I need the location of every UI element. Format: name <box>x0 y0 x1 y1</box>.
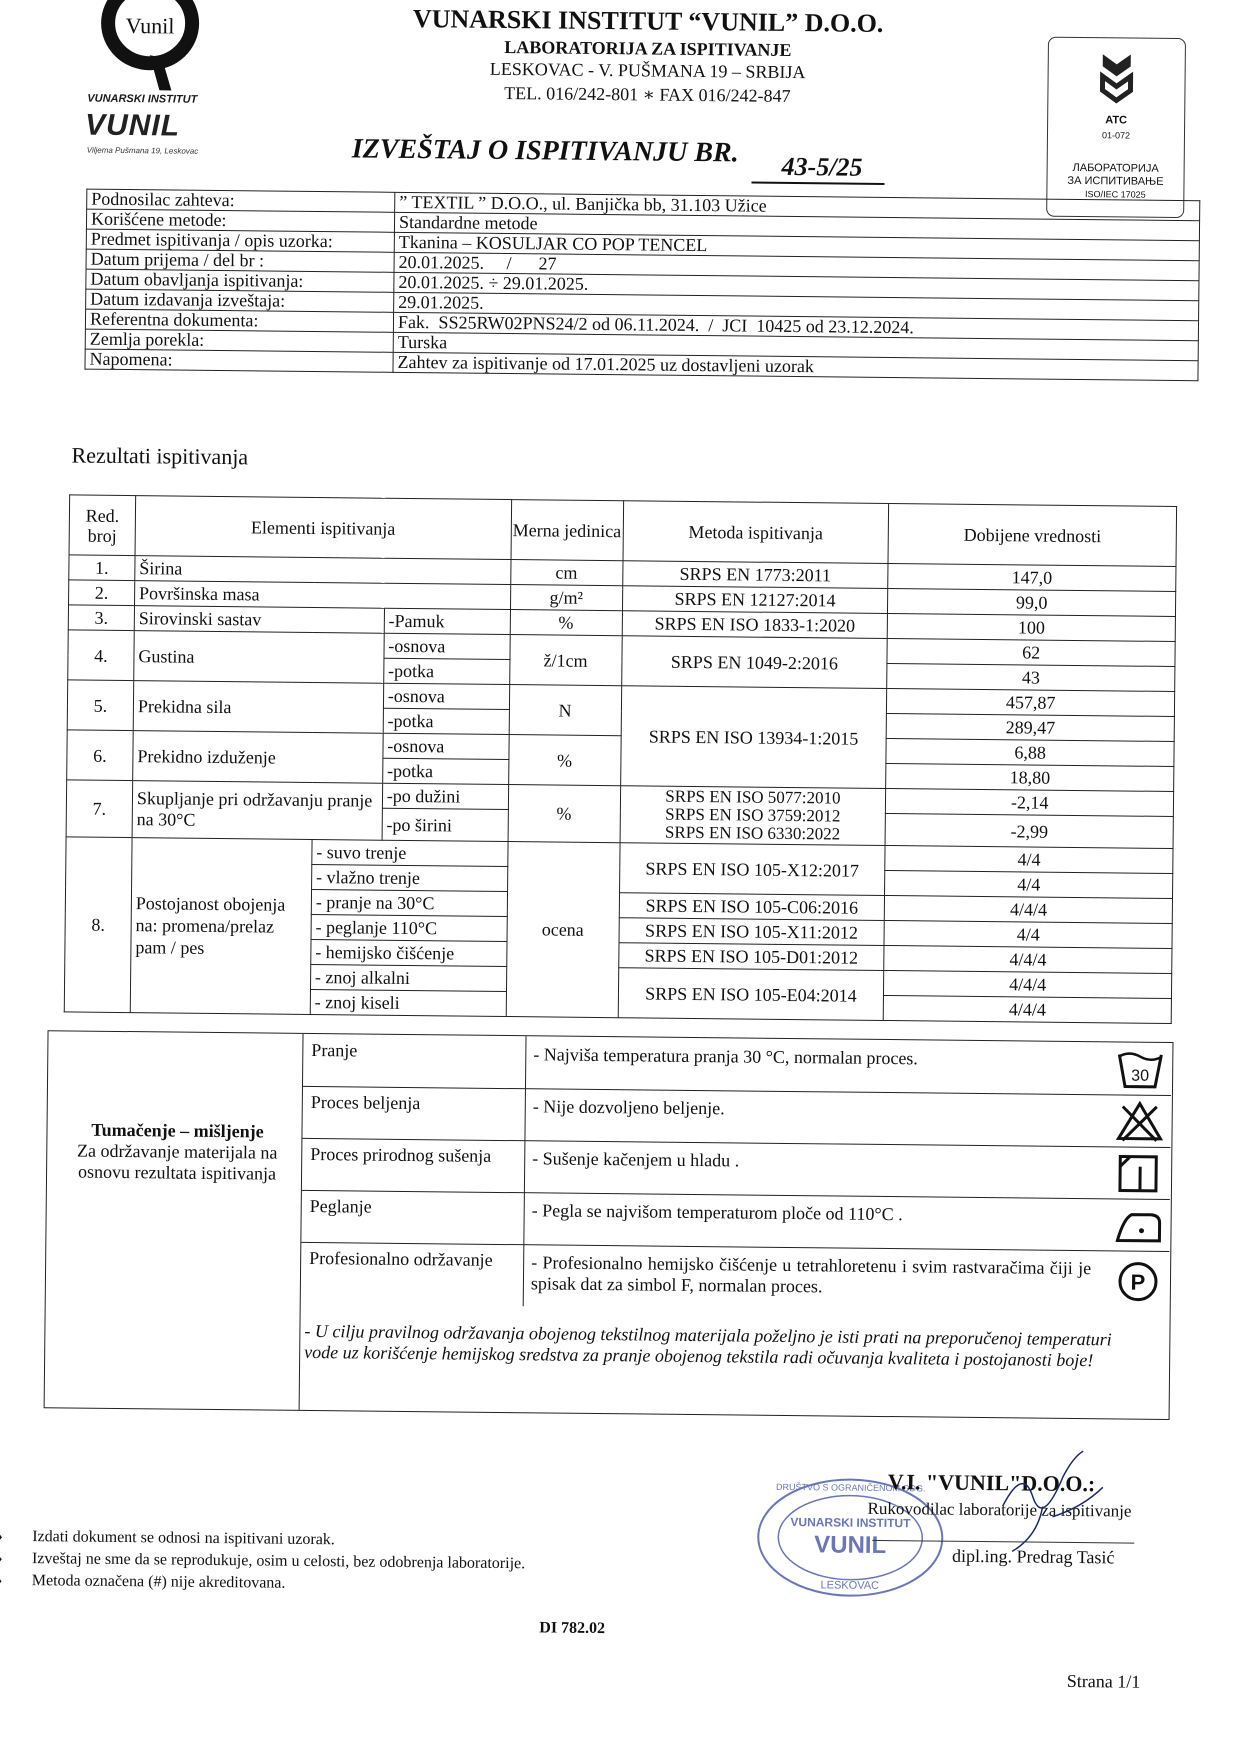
table-cell: SRPS EN 1773:2011 <box>622 561 888 589</box>
care-row-drying: Proces prirodnog sušenja - Sušenje kačenjem u hladu . <box>302 1138 1171 1200</box>
table-cell: Korišćene metode: <box>86 209 394 232</box>
table-cell: Datum izdavanja izveštaja: <box>86 289 394 312</box>
table-cell: 1. <box>69 555 135 581</box>
table-cell: 4/4/4 <box>885 895 1173 923</box>
footer-notes <box>0 1526 526 1598</box>
table-cell: Fak. SS25RW02PNS24/2 od 06.11.2024. / JCI 10425 od 23.12.2024. <box>393 312 1198 340</box>
table-cell: SRPS EN ISO 1833-1:2020 <box>622 611 888 639</box>
table-cell: -Pamuk <box>384 608 510 634</box>
results-table <box>64 494 1177 1024</box>
vunil-logo-icon <box>87 0 218 91</box>
signature-name: dipl.ing. Predrag Tasić <box>952 1545 1115 1568</box>
accreditation-badge <box>1046 37 1186 218</box>
table-cell: -potka <box>383 708 509 734</box>
table-cell: % <box>510 610 622 636</box>
signature-role: Rukovodilac laboratorije za ispitivanje <box>867 1498 1132 1521</box>
shrinkage-methods: SRPS EN ISO 5077:2010 SRPS EN ISO 3759:2012 SRPS EN ISO 6330:2022 <box>620 786 886 846</box>
institute-title: VUNARSKI INSTITUT “VUNIL” D.O.O. <box>412 3 884 38</box>
line-dry-shade-icon <box>1114 1152 1164 1195</box>
table-cell: -po širini <box>382 808 508 841</box>
table-cell: Tkanina – KOSULJAR CO POP TENCEL <box>394 232 1199 260</box>
table-cell: ” TEXTIL ” D.O.O., ul. Banjička bb, 31.103 Užice <box>395 192 1200 220</box>
atc-name: ATC <box>1105 114 1128 127</box>
table-cell: g/m² <box>510 585 622 611</box>
table-cell: 8. <box>64 837 132 1013</box>
report-title: IZVEŠTAJ O ISPITIVANJU BR. <box>351 133 739 169</box>
logo-subtitle: VUNARSKI INSTITUT <box>87 92 198 106</box>
list-item: ♦ Metoda označena (#) nije akreditovana. <box>0 1570 525 1598</box>
table-cell: -2,99 <box>885 813 1173 848</box>
document-code: DI 782.02 <box>539 1619 606 1638</box>
table-cell: - znoj kiseli <box>310 989 506 1016</box>
results-heading: Rezultati ispitivanja <box>71 442 249 470</box>
table-cell: 4/4/4 <box>884 995 1172 1023</box>
page-number: Strana 1/1 <box>1066 1670 1141 1692</box>
table-cell: - znoj alkalni <box>310 964 506 991</box>
table-cell: Prekidna sila <box>133 681 383 734</box>
professional-p-icon <box>1113 1260 1163 1303</box>
table-cell: N <box>509 685 621 736</box>
table-cell: -potka <box>382 758 508 784</box>
header-element: Elementi ispitivanja <box>135 496 511 560</box>
header-method: Metoda ispitivanja <box>623 501 889 564</box>
table-cell: 62 <box>887 639 1175 667</box>
table-cell: 6,88 <box>886 738 1174 766</box>
wash-30-icon <box>1115 1048 1165 1091</box>
table-cell: Postojanost obojenja na: promena/prelaz pam / pes <box>130 838 312 1015</box>
list-item: ♦ Izveštaj ne sme da se reprodukuje, osim u celosti, bez odobrenja laboratorije. <box>0 1548 525 1576</box>
table-cell: Napomena: <box>85 349 393 372</box>
header-value: Dobijene vrednosti <box>888 504 1176 567</box>
interpretation-note: - U cilju pravilnog održavanja obojenog tekstilnog materijala poželjno je isti prati na preporučenoj temperaturi vode uz korišćenje hemijskog sredstva za pranje obojenog tekstila radi očuvanja kvaliteta i postojanosti boje! <box>304 1320 1112 1371</box>
table-cell: -2,14 <box>886 788 1174 816</box>
care-row-bleach: Proces beljenja - Nije dozvoljeno beljenje. <box>302 1086 1171 1148</box>
table-cell: Širina <box>135 556 511 585</box>
table-cell: Sirovinski sastav <box>134 606 384 634</box>
table-cell: Podnosilac zahteva: <box>87 189 395 212</box>
care-row-washing: Pranje - Najviša temperatura pranja 30 °C, normalan proces. 30 <box>303 1034 1172 1096</box>
lab-title: LABORATORIJA ZA ISPITIVANJE <box>504 36 792 60</box>
table-cell: Standardne metode <box>394 212 1199 240</box>
report-number: 43-5/25 <box>751 152 884 185</box>
svg-text:30: 30 <box>1131 1067 1150 1085</box>
table-cell: % <box>508 785 620 843</box>
table-cell: Gustina <box>134 631 384 684</box>
table-cell: 147,0 <box>888 564 1176 592</box>
table-cell: SRPS EN ISO 105-D01:2012 <box>618 943 884 971</box>
table-cell: SRPS EN ISO 13934-1:2015 <box>620 686 887 789</box>
svg-text:VUNIL: VUNIL <box>814 1531 887 1560</box>
table-cell: 4/4 <box>885 870 1173 898</box>
table-cell: 457,87 <box>887 688 1175 716</box>
svg-text:P: P <box>1130 1269 1146 1295</box>
institute-phone: TEL. 016/242-801 ∗ FAX 016/242-847 <box>504 82 791 106</box>
table-cell: - suvo trenje <box>312 839 508 866</box>
header-no: Red. broj <box>69 495 136 556</box>
table-cell: Referentna dokumenta: <box>85 309 393 332</box>
atc-code: 01-072 <box>1101 130 1131 141</box>
header-unit: Merna jedinica <box>511 500 624 561</box>
table-cell: -osnova <box>383 683 509 709</box>
table-cell: 99,0 <box>888 589 1176 617</box>
handwritten-signature-icon <box>992 1446 1113 1557</box>
table-cell: 4/4 <box>885 845 1173 873</box>
table-cell: 20.01.2025. ÷ 29.01.2025. <box>394 272 1199 300</box>
table-cell: ž/1cm <box>509 635 621 686</box>
table-cell: 2. <box>69 580 135 606</box>
table-cell: 29.01.2025. <box>394 292 1199 320</box>
table-cell: 18,80 <box>886 763 1174 791</box>
no-bleach-icon <box>1114 1100 1164 1143</box>
logo-address: Viljema Pušmana 19, Leskovac <box>86 145 199 156</box>
svg-text:LESKOVAC: LESKOVAC <box>820 1579 880 1592</box>
atc-logo-icon <box>1092 50 1141 110</box>
table-cell: SRPS EN ISO 105-C06:2016 <box>619 893 885 921</box>
table-cell: SRPS EN ISO 105-X12:2017 <box>619 843 885 896</box>
table-cell: -po dužini <box>382 783 508 809</box>
table-cell: SRPS EN ISO 105-E04:2014 <box>618 968 884 1021</box>
table-cell: 289,47 <box>886 713 1174 741</box>
table-cell: Površinska masa <box>134 581 510 610</box>
table-cell: 4/4/4 <box>884 945 1172 973</box>
table-cell: Turska <box>393 332 1198 360</box>
interpretation-label: Tumačenje – mišljenje Za održavanje materijala na osnovu rezultata ispitivanja <box>45 1031 304 1410</box>
table-cell: -osnova <box>384 633 510 659</box>
logo-wordmark: VUNIL <box>84 108 181 143</box>
table-cell: 3. <box>68 605 134 631</box>
signature-company: V.I. "VUNIL"D.O.O.: <box>887 1469 1096 1497</box>
table-cell: - pranje na 30°C <box>311 889 507 916</box>
table-cell: ocena <box>506 842 620 1018</box>
table-cell: SRPS EN 12127:2014 <box>622 586 888 614</box>
table-cell: 20.01.2025. / 27 <box>394 252 1199 280</box>
table-cell: 43 <box>887 664 1175 692</box>
table-cell: Predmet ispitivanja / opis uzorka: <box>86 229 394 252</box>
table-cell: cm <box>510 560 622 586</box>
table-cell: 100 <box>888 614 1176 642</box>
table-cell: - vlažno trenje <box>311 864 507 891</box>
table-cell: - hemijsko čišćenje <box>311 939 507 966</box>
table-cell: 6. <box>67 730 133 781</box>
iron-low-icon <box>1113 1204 1163 1247</box>
table-cell: -osnova <box>383 733 509 759</box>
atc-text: ЛАБОРАТОРИЈА ЗА ИСПИТИВАЊЕ ISO/IEC 17025 <box>1067 161 1164 200</box>
request-info-table <box>84 189 1200 382</box>
table-cell: Zemlja porekla: <box>85 329 393 352</box>
table-cell: Skupljanje pri održavanju pranje na 30°C <box>132 781 382 841</box>
table-cell: Prekidno izduženje <box>133 731 383 784</box>
institute-address: LESKOVAC - V. PUŠMANA 19 – SRBIJA <box>489 58 806 83</box>
table-cell: SRPS EN 1049-2:2016 <box>621 636 887 689</box>
table-cell: 4/4/4 <box>884 970 1172 998</box>
svg-text:Vunil: Vunil <box>125 12 175 39</box>
table-cell: 7. <box>66 780 133 838</box>
table-cell: Datum obavljanja ispitivanja: <box>86 269 394 292</box>
table-cell: - peglanje 110°C <box>311 914 507 941</box>
care-row-ironing: Peglanje - Pegla se najvišom temperaturom ploče od 110°C . <box>301 1190 1170 1252</box>
table-cell: 4. <box>68 630 134 681</box>
table-cell: % <box>508 735 620 786</box>
table-cell: Zahtev za ispitivanje od 17.01.2025 uz dostavljeni uzorak <box>393 352 1198 380</box>
svg-text:DRUŠTVO S OGRANIČENOM ODG.: DRUŠTVO S OGRANIČENOM ODG. <box>776 1481 926 1494</box>
table-cell: 4/4 <box>884 920 1172 948</box>
svg-text:VUNARSKI INSTITUT: VUNARSKI INSTITUT <box>790 1515 911 1531</box>
care-row-professional: Profesionalno održavanje - Profesionalno hemijsko čišćenje u tetrahloretenu i svim rastvaračima čiji je spisak dat za simbol F, normalan proces. P <box>301 1242 1170 1313</box>
list-item: ♦ Izdati dokument se odnosi na ispitivani uzorak. <box>0 1526 526 1554</box>
table-cell: SRPS EN ISO 105-X11:2012 <box>619 918 885 946</box>
table-cell: Datum prijema / del br : <box>86 249 394 272</box>
table-cell: 5. <box>67 680 133 731</box>
table-cell: -potka <box>383 658 509 684</box>
